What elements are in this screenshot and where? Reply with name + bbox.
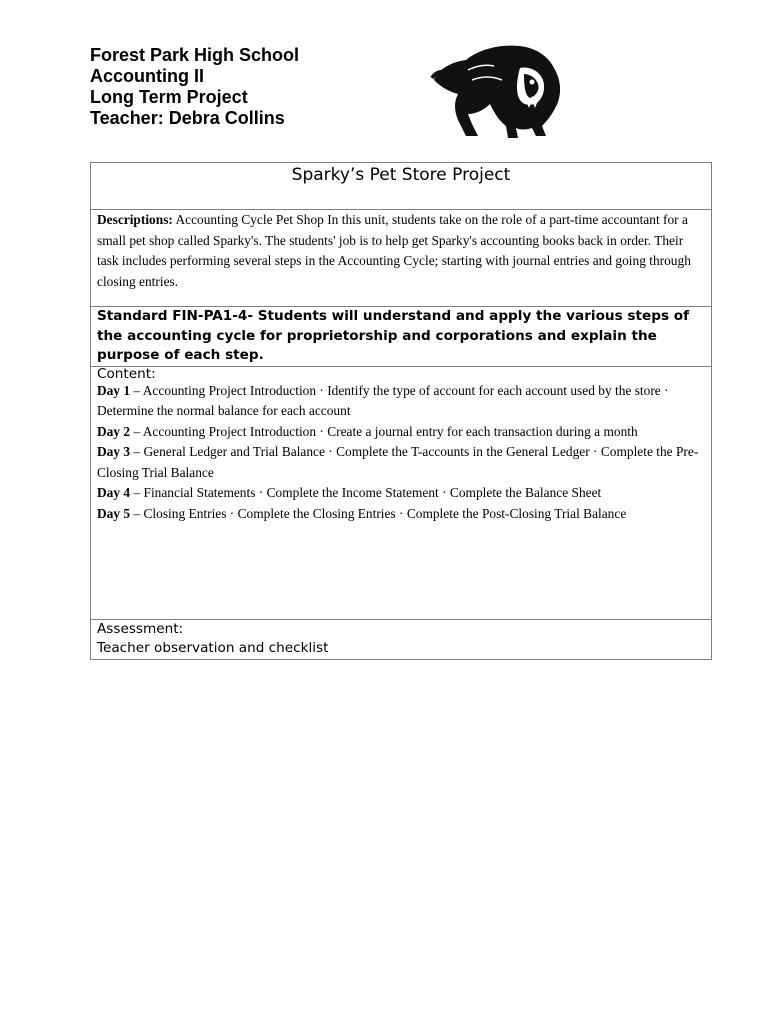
day-text: – Financial Statements · Complete the Income Statement · Complete the Balance Sheet (130, 485, 602, 500)
day-text: – Closing Entries · Complete the Closing Entries · Complete the Post-Closing Trial Balance (130, 505, 627, 521)
day-item (97, 483, 705, 504)
day-label: Day 3 (97, 444, 131, 459)
panther-mascot-icon (428, 40, 564, 140)
description-label: Descriptions: (97, 212, 173, 227)
day-item (97, 442, 705, 483)
day-text: – General Ledger and Trial Balance · Complete the T-accounts in the General Ledger · Complete the Pre-Closing Trial Balance (97, 444, 699, 480)
teacher-name: Teacher: Debra Collins (90, 108, 285, 128)
day-label: Day 1 (97, 382, 131, 398)
assessment-cell (91, 619, 712, 659)
day-item (97, 504, 705, 525)
day-label: Day 5 (97, 505, 131, 521)
course-name: Accounting II (90, 66, 204, 86)
day-item (97, 422, 705, 443)
project-title: Sparky’s Pet Store Project (91, 163, 712, 210)
project-type: Long Term Project (90, 87, 248, 107)
project-table (90, 162, 712, 660)
standard-text: Standard FIN-PA1-4- Students will understand and apply the various steps of the accounting cycle for proprietorship and corporations and explain the purpose of each step. (91, 307, 712, 367)
day-label: Day 4 (97, 485, 131, 500)
day-item (97, 381, 705, 422)
school-name: Forest Park High School (90, 45, 300, 65)
day-text: – Accounting Project Introduction · Create a journal entry for each transaction during a month (130, 423, 638, 439)
day-text: – Accounting Project Introduction · Identify the type of account for each account used by the store · Determine the normal balance for each account (97, 382, 669, 418)
day-label: Day 2 (97, 423, 131, 439)
content-label: Content: (97, 365, 156, 382)
assessment-label: Assessment: (97, 620, 184, 637)
document-header (90, 45, 299, 129)
content-cell (91, 366, 712, 619)
description-cell (91, 210, 712, 307)
assessment-text: Teacher observation and checklist (97, 640, 329, 656)
description-text: Accounting Cycle Pet Shop In this unit, students take on the role of a part-time accountant for a small pet shop called Sparky's. The students' job is to help get Sparky's accounting books back in order. Their task includes performing several steps in the Accounting Cycle; starting with journal entries and going through closing entries. (97, 212, 691, 289)
